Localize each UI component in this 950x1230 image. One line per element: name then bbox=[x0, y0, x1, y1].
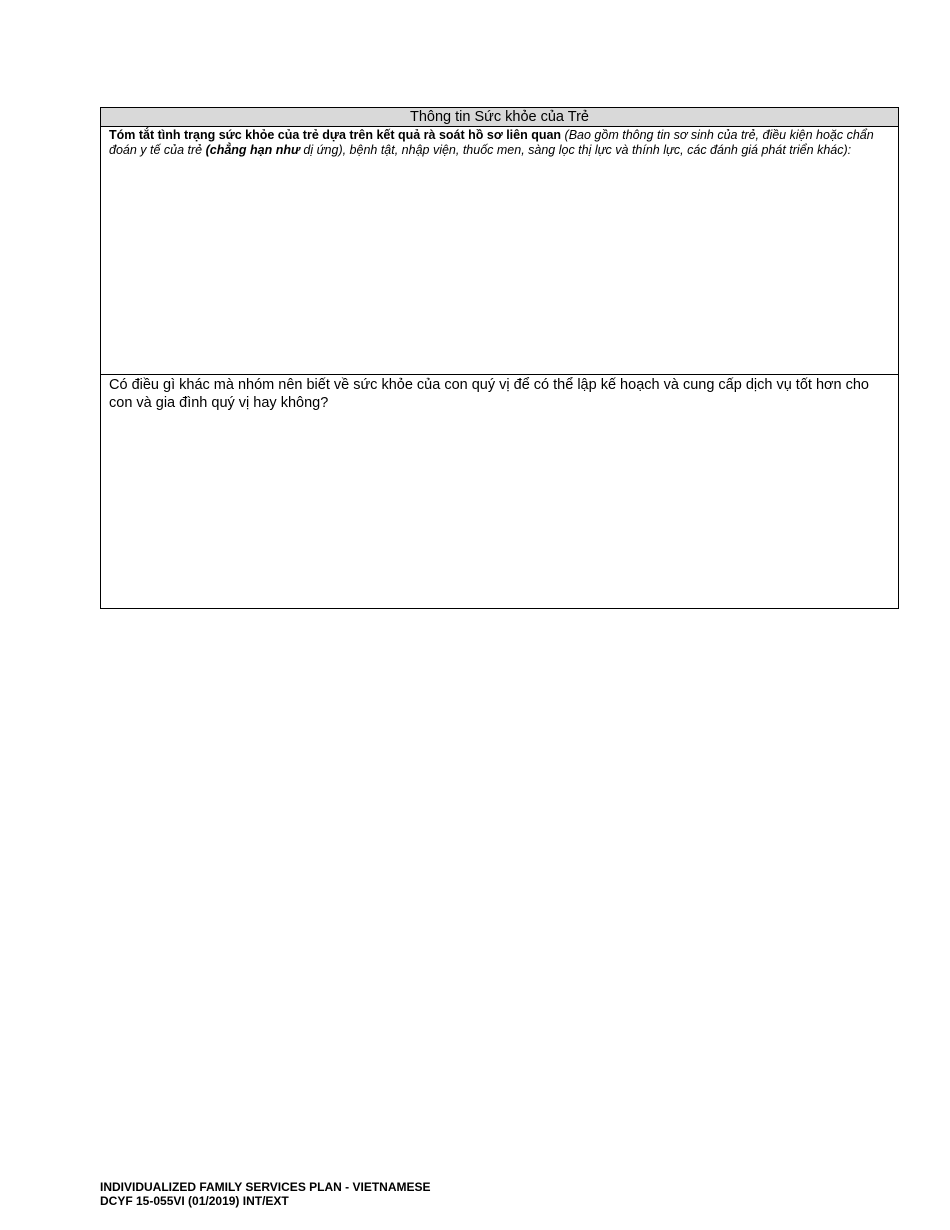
health-summary-prompt bbox=[109, 128, 890, 158]
health-summary-label: Tóm tắt tình trạng sức khỏe của trẻ dựa trên kết quả rà soát hồ sơ liên quan bbox=[109, 128, 562, 142]
other-info-question: Có điều gì khác mà nhóm nên biết về sức khỏe của con quý vị để có thể lập kế hoạch và cung cấp dịch vụ tốt hơn cho con và gia đình quý vị hay không? bbox=[109, 377, 869, 411]
form-number: DCYF 15-055VI (01/2019) INT/EXT bbox=[100, 1194, 289, 1208]
form-title: INDIVIDUALIZED FAMILY SERVICES PLAN - VIETNAMESE bbox=[100, 1180, 431, 1194]
table-header: Thông tin Sức khỏe của Trẻ bbox=[101, 108, 898, 127]
health-summary-hint-part1: (Bao gồm thông tin sơ sinh của trẻ, điều kiện hoặc chẩn đoán y tế của trẻ bbox=[109, 128, 874, 157]
other-info-input[interactable] bbox=[109, 412, 894, 606]
health-summary-input[interactable] bbox=[109, 158, 894, 342]
other-info-section bbox=[101, 375, 898, 608]
health-summary-hint-part2: dị ứng), bệnh tật, nhập viện, thuốc men, sàng lọc thị lực và thính lực, các đánh giá phát triển khác): bbox=[299, 143, 852, 157]
health-summary-hint-emphasis: (chẳng hạn như bbox=[205, 143, 300, 157]
child-health-info-table bbox=[100, 107, 899, 609]
health-summary-section bbox=[101, 127, 898, 375]
form-footer bbox=[100, 1180, 431, 1208]
